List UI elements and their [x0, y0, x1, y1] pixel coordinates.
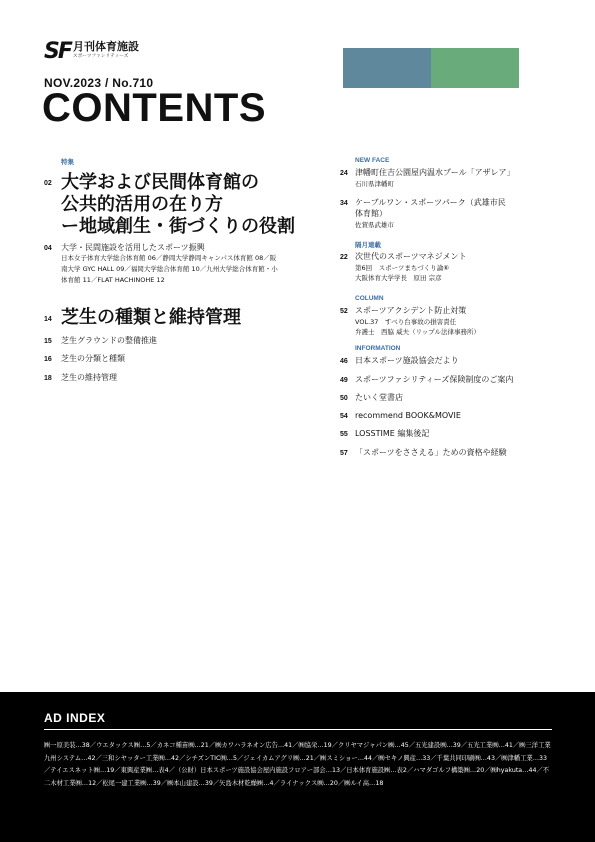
item-page-number: 18 — [44, 375, 52, 382]
section2-title[interactable]: 芝生の種類と維持管理 — [61, 307, 241, 328]
detail-line: 大阪体育大学学長 原田 宗彦 — [355, 274, 442, 282]
feature-item-details — [61, 253, 326, 286]
page-title: CONTENTS — [42, 86, 266, 130]
information-item[interactable]: たいく堂書店 — [355, 393, 403, 402]
column-label: COLUMN — [355, 295, 384, 302]
detail-line: 日本女子体育大学総合体育館 06／静岡大学静岡キャンパス体育館 08／阪 — [61, 254, 277, 262]
information-item[interactable]: 「スポーツをささえる」ための資格や経験 — [355, 448, 507, 457]
item-page-number: 24 — [340, 170, 348, 177]
color-swatch-right — [431, 48, 519, 88]
feature-title[interactable] — [61, 172, 321, 238]
section2-item[interactable]: 芝生グラウンドの整備推進 — [61, 336, 157, 345]
magazine-logo-subtitle: スポーツファシリティーズ — [73, 54, 129, 59]
column-item-title[interactable]: スポーツアクシデント防止対策 — [355, 306, 467, 315]
item-page-number: 55 — [340, 431, 348, 438]
new-face-item-title[interactable]: 津幡町住吉公園屋内温水プール「アザレア」 — [355, 168, 515, 177]
title-line: ケーブルワン・スポーツパーク（武雄市民 — [355, 198, 506, 207]
detail-line: 体育館 11／FLAT HACHINOHE 12 — [61, 276, 165, 284]
ad-index-title: AD INDEX — [44, 711, 106, 725]
item-page-number: 54 — [340, 413, 348, 420]
magazine-logo-mark: SF — [44, 39, 71, 64]
detail-line: 弁護士 西脇 威夫（リップル法律事務所） — [355, 328, 481, 336]
new-face-item-location: 佐賀県武雄市 — [355, 221, 394, 229]
section2-item[interactable]: 芝生の維持管理 — [61, 373, 117, 382]
feature-item-title[interactable]: 大学・民間施設を活用したスポーツ振興 — [61, 243, 205, 252]
feature-label: 特集 — [61, 159, 74, 166]
ad-index-list: ㈱一原美装…38／ウエタックス㈱…5／カネコ種苗㈱…21／㈱カワハラネオン広告…41／㈱協栄…19／クリヤマジャパン㈱…45／五光建設㈱…39／五光工業㈱…41／㈱三洋工業九州システム…42／三和シヤッター工業㈱…42／シチズンTIC㈱…5／ジェイカムアグリ㈱…21／㈱スミショー…44／㈱セキノ興産…33／千葉共同印刷㈱…43／㈱津幡工業…33／テイエスネット㈱…19／東興産業㈱…表4／（公財）日本スポーツ施設協会屋内施設フロアー部会…13／日本体育施設㈱…表2／ハマダゴルフ構築㈱…20／㈱hyakuta…44／不二木材工業㈱…12／松尾一建工業㈱…39／㈱本山建設…39／矢島木材乾燥㈱…4／ライナックス㈱…20／㈱ルイ高…18 — [44, 742, 551, 787]
new-face-label: NEW FACE — [355, 157, 390, 164]
feature-title-line: 大学および民間体育館の — [61, 172, 259, 193]
item-page-number: 57 — [340, 450, 348, 457]
information-item[interactable]: LOSSTIME 編集後記 — [355, 429, 430, 438]
new-face-item-location: 石川県津幡町 — [355, 180, 394, 188]
feature-page-number: 02 — [44, 180, 52, 187]
information-label: INFORMATION — [355, 345, 401, 352]
section2-page-number: 14 — [44, 316, 52, 323]
feature-title-line: ー地域創生・街づくりの役割 — [61, 216, 295, 237]
item-page-number: 16 — [44, 356, 52, 363]
item-page-number: 04 — [44, 245, 52, 252]
ad-index-divider — [44, 729, 552, 730]
magazine-logo-text: 月刊体育施設 — [73, 40, 139, 53]
item-page-number: 15 — [44, 338, 52, 345]
section2-item[interactable]: 芝生の分類と種類 — [61, 354, 125, 363]
item-page-number: 49 — [340, 377, 348, 384]
serial-label: 隔月連載 — [355, 242, 381, 249]
detail-line: VOL.37 すべり台事故の損害責任 — [355, 318, 457, 326]
column-item-details — [355, 317, 480, 337]
detail-line: 南大学 GYC HALL 09／福岡大学総合体育館 10／九州大学総合体育館・小 — [61, 265, 278, 273]
issue-info: NOV.2023 / No.710 — [44, 76, 154, 90]
color-swatch-left — [343, 48, 431, 88]
information-item[interactable]: recommend BOOK&MOVIE — [355, 411, 461, 420]
item-page-number: 34 — [340, 200, 348, 207]
item-page-number: 22 — [340, 254, 348, 261]
information-item[interactable]: スポーツファシリティーズ保険制度のご案内 — [355, 375, 514, 384]
title-line: 体育館） — [355, 209, 387, 218]
serial-item-title[interactable]: 次世代のスポーツマネジメント — [355, 252, 467, 261]
information-item[interactable]: 日本スポーツ施設協会だより — [355, 356, 459, 365]
feature-title-line: 公共的活用の在り方 — [61, 194, 223, 215]
item-page-number: 52 — [340, 308, 348, 315]
serial-item-details — [355, 263, 449, 283]
new-face-item-title[interactable] — [355, 197, 555, 219]
item-page-number: 50 — [340, 395, 348, 402]
detail-line: 第6回 スポーツまちづくり論⑥ — [355, 264, 450, 272]
item-page-number: 46 — [340, 358, 348, 365]
